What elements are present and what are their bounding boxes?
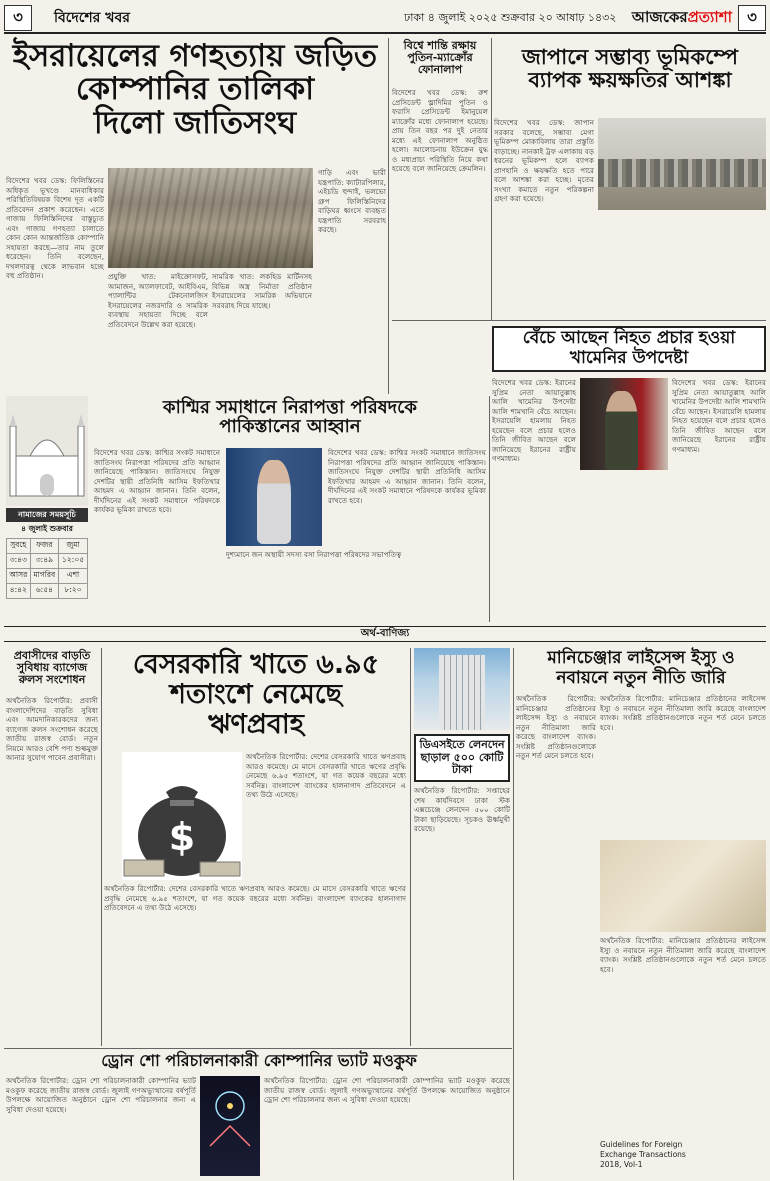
credit-body: অর্থনৈতিক রিপোর্টার: দেশের বেসরকারি খাতে ঋণপ্রবাহ আরও কমেছে। মে মাসে বেসরকারি খাতে ঋণের প্রবৃদ্ধি নেমেছে ৬.৯৫ শতাংশে, যা গত কয়েক বছরের মধ্যে সর্বনিম্ন। বাংলাদেশ ব্যাংকের হালনাগাদ প্রতিবেদনে এ তথ্য উঠে এসেছে। (246, 752, 406, 799)
dse-headline-line1: ডিএসইতে লেনদেন (419, 738, 505, 752)
credit-headline (104, 650, 408, 741)
money-bag-illustration (122, 752, 242, 880)
israel-body: বিদেশের খবর ডেস্ক: ফিলিস্তিনের অধিকৃত ভূখণ্ডে মানবাধিকার পরিস্থিতিবিষয়ক বিশেষ দূত একটি প্রতিবেদন প্রকাশ করেছেন। এতে গাজায় ফিলিস্তিনিদের বাস্তুচ্যুত এবং গাজায় গণহত্যা চালাতে কোন কোন আন্তর্জাতিক কোম্পানি সহায়তা করছে—তার নাম তুলে ধরেছেন। তিনি বলেছেন, দখলদারত্ব থেকে লাভবান হচ্ছে বহু প্রতিষ্ঠান। (6, 176, 104, 280)
prayer-header: আসর (7, 569, 31, 584)
prayer-header: মাগরিব (30, 569, 58, 584)
credit-headline-line1: বেসরকারি খাতে ৬.৯৫ (132, 649, 380, 680)
prayer-header: সুবহে (7, 539, 31, 554)
column-divider (489, 396, 490, 622)
section-divider (392, 320, 766, 321)
prayer-time: ৩:৪৯ (30, 554, 58, 569)
section-title: বিদেশের খবর (54, 10, 130, 26)
iran-headline-line2: খামেনির উপদেষ্টা (569, 348, 689, 368)
masthead-brand (632, 6, 732, 31)
expat-headline-line2: সুবিধায় ব্যাগেজ (16, 660, 88, 674)
drone-body: অর্থনৈতিক রিপোর্টার: ড্রোন শো পরিচালনাকারী কোম্পানির ভ্যাট মওকুফ করেছে জাতীয় রাজস্ব বোর্ড। জুলাই গণঅভ্যুত্থানের বর্ষপূর্তি উপলক্ষে আয়োজিত অনুষ্ঠানে ড্রোন শো পরিচালনার জন্য এ সুবিধা দেওয়া হয়েছে। (6, 1076, 196, 1114)
prayer-time: ৮:২০ (59, 584, 88, 599)
issue-date: ঢাকা ৪ জুলাই ২০২৫ শুক্রবার ২০ আষাঢ় ১৪৩২ (404, 10, 617, 24)
business-section-banner: অর্থ-বাণিজ্য (4, 626, 766, 642)
drone-body-col2: অর্থনৈতিক রিপোর্টার: ড্রোন শো পরিচালনাকারী কোম্পানির ভ্যাট মওকুফ করেছে জাতীয় রাজস্ব বোর্ড। জুলাই গণঅভ্যুত্থানের বর্ষপূর্তি উপলক্ষে আয়োজিত অনুষ্ঠানে ড্রোন শো পরিচালনার জন্য এ সুবিধা দেওয়া হয়েছে। (264, 1076, 510, 1104)
putin-headline (392, 40, 488, 76)
prayer-date: ৪ জুলাই শুক্রবার (21, 524, 73, 533)
kashmir-headline-line2: পাকিস্তানের আহ্বান (219, 416, 361, 438)
credit-body-col2: অর্থনৈতিক রিপোর্টার: দেশের বেসরকারি খাতে ঋণপ্রবাহ আরও কমেছে। মে মাসে বেসরকারি খাতে ঋণের প্রবৃদ্ধি নেমেছে ৬.৯৫ শতাংশে, যা গত কয়েক বছরের মধ্যে সর্বনিম্ন। বাংলাদেশ ব্যাংকের হালনাগাদ প্রতিবেদনে এ তথ্য উঠে এসেছে। (104, 884, 406, 912)
column-divider (101, 648, 102, 1046)
prayer-time: ৪:৪২ (7, 584, 31, 599)
israel-headline-line2: কোম্পানির তালিকা (75, 71, 315, 108)
iran-headline (492, 326, 766, 372)
kashmir-headline (94, 398, 486, 437)
japan-headline-line2: ব্যাপক ক্ষয়ক্ষতির আশঙ্কা (528, 67, 732, 92)
money-changer-headline-line2: নবায়নে নতুন নীতি জারি (556, 668, 726, 689)
money-changer-body-col3: অর্থনৈতিক রিপোর্টার: মানিচেঞ্জার প্রতিষ্ঠানের লাইসেন্স ইস্যু ও নবায়নে নতুন নীতিমালা জারি করেছে বাংলাদেশ ব্যাংক। সংশ্লিষ্ট প্রতিষ্ঠানগুলোকে নতুন শর্ত মেনে চলতে হবে। (600, 936, 766, 974)
dse-headline-line3: টাকা (451, 763, 473, 777)
column-divider (513, 648, 514, 1180)
gaza-ruins-photo (108, 168, 313, 268)
money-changer-headline (516, 648, 766, 689)
kashmir-headline-line1: কাশ্মির সমাধানে নিরাপত্তা পরিষদকে (163, 397, 417, 418)
israel-body-col4: গাড়ি এবং ভারী যন্ত্রপাতি: ক্যাটারপিলার, এইচডি হুন্দাই, ভলভো গ্রুপ ফিলিস্তিনিদের বাড়িঘর ধ্বংসে ব্যবহৃত যন্ত্রপাতি সরবরাহ করছে। (318, 168, 386, 234)
page-number-right: ৩ (738, 5, 766, 31)
japan-body: বিদেশের খবর ডেস্ক: জাপান সরকার বলেছে, সম্ভাব্য মেগা ভূমিকম্প মোকাবিলায় তারা প্রস্তুতি বাড়াচ্ছে। নানকাই ট্রফ এলাকায় বড় ধরনের ভূমিকম্প হলে ব্যাপক প্রাণহানি ও ক্ষয়ক্ষতি হতে পারে বলে আশঙ্কা করা হচ্ছে। মৃতের সংখ্যা কমাতে নতুন পরিকল্পনা গ্রহণ করা হয়েছে। (494, 118, 594, 203)
prayer-times-title: নামাজের সময়সূচি (6, 508, 88, 522)
page-header (4, 4, 766, 34)
kashmir-caption: দুশ্যমানে জন অস্থায়ী সদস্য বসা নিরাপত্তা পরিষদের সভাপতিত্ব (226, 550, 402, 559)
column-divider (410, 648, 411, 1046)
japan-relief-camp-photo (598, 118, 766, 210)
israel-headline-line1: ইসরায়েলের গণহত্যায় জড়িত (12, 38, 378, 74)
iran-body: বিদেশের খবর ডেস্ক: ইরানের সুপ্রিম নেতা আয়াতুল্লাহ আলি খামেনির উপদেষ্টা আলি শামখানি বেঁচে আছেন। ইসরায়েলি হামলায় নিহত হয়েছেন বলে প্রচার হলেও তিনি জীবিত আছেন বলে জানিয়েছে ইরানের রাষ্ট্রীয় গণমাধ্যম। (492, 378, 576, 463)
currency-notes-photo (600, 840, 766, 932)
expat-body: অর্থনৈতিক রিপোর্টার: প্রবাসী বাংলাদেশিদের বাড়তি সুবিধা এবং আমদানিকারকদের জন্য ব্যাগেজ রুলস সংশোধন করেছে জাতীয় রাজস্ব বোর্ড। নতুন নিয়মে আরও বেশি পণ্য শুল্কমুক্ত আনার সুযোগ পাবেন প্রবাসীরা। (6, 696, 98, 762)
israel-body-col3: সামরিক খাত: লকহিড মার্টিনসহ বিভিন্ন অস্ত্র নির্মাতা প্রতিষ্ঠান ইসরায়েলের সামরিক অভিযানে সরবরাহ দিয়ে যাচ্ছে। (212, 272, 312, 310)
iran-body-col2: বিদেশের খবর ডেস্ক: ইরানের সুপ্রিম নেতা আয়াতুল্লাহ আলি খামেনির উপদেষ্টা আলি শামখানি বেঁচে আছেন। ইসরায়েলি হামলায় নিহত হয়েছেন বলে প্রচার হলেও তিনি জীবিত আছেন বলে জানিয়েছে ইরানের রাষ্ট্রীয় গণমাধ্যম। (672, 378, 766, 454)
israel-headline-line3: দিলো জাতিসংঘ (93, 104, 297, 141)
svg-text:$: $ (168, 815, 196, 859)
credit-headline-line3: ঋণপ্রবাহ (208, 709, 304, 741)
dse-headline-line2: ছাড়াল ৫০০ কোটি (420, 750, 504, 764)
prayer-header: এশা (59, 569, 88, 584)
page-number-left: ৩ (4, 5, 32, 31)
japan-headline (494, 46, 766, 91)
kashmir-body: বিদেশের খবর ডেস্ক: কাশ্মির সংকট সমাধানে জাতিসংঘ নিরাপত্তা পরিষদের প্রতি আহ্বান জানিয়েছে পাকিস্তান। জাতিসংঘে নিযুক্ত দেশটির স্থায়ী প্রতিনিধি আসিম ইফতিখার আহমদ এ আহ্বান জানান। তিনি বলেন, দীর্ঘদিনের এই সংকট সমাধানে পরিষদকে কার্যকর ভূমিকা রাখতে হবে। (94, 448, 220, 514)
japan-headline-line1: জাপানে সম্ভাব্য ভূমিকম্পে (522, 45, 738, 69)
kashmir-body-col2: বিদেশের খবর ডেস্ক: কাশ্মির সংকট সমাধানে জাতিসংঘ নিরাপত্তা পরিষদের প্রতি আহ্বান জানিয়েছে পাকিস্তান। জাতিসংঘে নিযুক্ত দেশটির স্থায়ী প্রতিনিধি আসিম ইফতিখার আহমদ এ আহ্বান জানান। তিনি বলেন, দীর্ঘদিনের এই সংকট সমাধানে পরিষদকে কার্যকর ভূমিকা রাখতে হবে। (328, 448, 486, 505)
money-changer-body: অর্থনৈতিক রিপোর্টার: মানিচেঞ্জার প্রতিষ্ঠানের লাইসেন্স ইস্যু ও নবায়নে নতুন নীতিমালা জারি করেছে বাংলাদেশ ব্যাংক। সংশ্লিষ্ট প্রতিষ্ঠানগুলোকে নতুন শর্ত মেনে চলতে হবে। (516, 694, 596, 760)
prayer-time: ৩:৪৩ (7, 554, 31, 569)
money-changer-body-col2: অর্থনৈতিক রিপোর্টার: মানিচেঞ্জার প্রতিষ্ঠানের লাইসেন্স ইস্যু ও নবায়নে নতুন নীতিমালা জারি করেছে বাংলাদেশ ব্যাংক। সংশ্লিষ্ট প্রতিষ্ঠানগুলোকে নতুন শর্ত মেনে চলতে হবে। (600, 694, 766, 732)
guidelines-line3: 2018, Vol-1 (600, 1159, 643, 1169)
guidelines-reference (600, 1140, 766, 1169)
shamkhani-photo (580, 378, 668, 470)
expat-headline-line3: রুলস সংশোধন (18, 672, 86, 686)
israel-headline (6, 40, 384, 140)
prayer-times-table (6, 524, 88, 599)
money-bag-icon (122, 752, 242, 880)
mosque-illustration (6, 396, 88, 506)
expat-headline (6, 650, 98, 686)
putin-headline-line2: পুতিন-ম্যাক্রোঁর (407, 50, 473, 64)
prayer-time: ১২:০৫ (59, 554, 88, 569)
drone-lights-icon (200, 1076, 260, 1176)
putin-headline-line1: বিশ্বে শান্তি রক্ষায় (403, 39, 477, 52)
prayer-header: ফজর (30, 539, 58, 554)
prayer-header: জুমা (59, 539, 88, 554)
column-divider (388, 38, 389, 394)
drone-show-photo (200, 1076, 260, 1176)
brand-name: প্রত্যাশা (687, 7, 732, 26)
guidelines-line2: Exchange Transactions (600, 1149, 686, 1159)
dse-headline (414, 734, 510, 782)
pakistan-envoy-photo (226, 448, 322, 546)
dse-body: অর্থনৈতিক রিপোর্টার: সপ্তাহের শেষ কার্যদিবসে ঢাকা স্টক এক্সচেঞ্জে লেনদেন ৫০০ কোটি টাকা ছাড়িয়েছে। সূচকও ঊর্ধ্বমুখী রয়েছে। (414, 786, 510, 833)
iran-headline-line1: বেঁচে আছেন নিহত প্রচার হওয়া (522, 328, 736, 349)
dse-building-photo (414, 648, 510, 730)
money-changer-headline-line1: মানিচেঞ্জার লাইসেন্স ইস্যু ও (547, 648, 735, 668)
credit-headline-line2: শতাংশে নেমেছে (169, 679, 343, 711)
guidelines-line1: Guidelines for Foreign (600, 1140, 683, 1149)
brand-prefix: আজকের (631, 7, 688, 26)
mosque-icon (6, 396, 88, 506)
israel-body-col2: প্রযুক্তি খাত: মাইক্রোসফট, আমাজন, অ্যালফাবেট, আইবিএম, প্যালান্টির টেকনোলজিস ইসরায়েলের নজরদারি ও সামরিক ব্যবস্থায় সহায়তা দিচ্ছে বলে প্রতিবেদনে উল্লেখ করা হয়েছে। (108, 272, 208, 329)
column-divider (491, 38, 492, 320)
drone-headline: ড্রোন শো পরিচালনাকারী কোম্পানির ভ্যাট মওকুফ (101, 1051, 417, 1070)
expat-headline-line1: প্রবাসীদের বাড়তি (13, 649, 91, 662)
prayer-time: ৬:৫৪ (30, 584, 58, 599)
putin-body: বিদেশের খবর ডেস্ক: রুশ প্রেসিডেন্ট ভ্লাদিমির পুতিন ও ফরাসি প্রেসিডেন্ট ইমানুয়েল ম্যাক্রোঁর মধ্যে ফোনালাপ হয়েছে। প্রায় তিন বছর পর দুই নেতার মধ্যে এই ফোনালাপ অনুষ্ঠিত হলো। আলোচনায় ইউক্রেন যুদ্ধ ও মধ্যপ্রাচ্য পরিস্থিতি নিয়ে কথা হয়েছে বলে জানিয়েছে ক্রেমলিন। (392, 88, 488, 173)
putin-headline-line3: ফোনালাপ (417, 62, 463, 76)
section-divider (4, 1048, 512, 1049)
